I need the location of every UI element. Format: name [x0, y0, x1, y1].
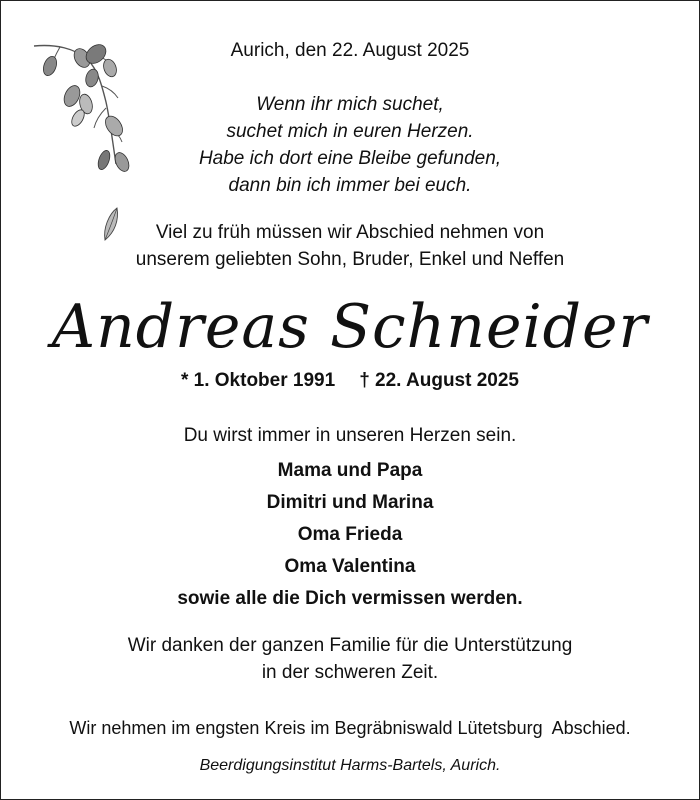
poem	[0, 91, 700, 199]
intro-line: Viel zu früh müssen wir Abschied nehmen von	[155, 222, 545, 243]
thanks-line: Wir danken der ganzen Familie für die Unterstützung	[127, 635, 573, 656]
thanks-line: in der schweren Zeit.	[261, 662, 439, 683]
mourner-entry: Oma Frieda	[297, 524, 403, 545]
poem-line: Habe ich dort eine Bleibe gefunden,	[198, 148, 502, 169]
intro-text	[0, 219, 700, 273]
deceased-name: Andreas Schneider	[51, 292, 649, 362]
poem-line: dann bin ich immer bei euch.	[228, 175, 472, 196]
undertaker-line: Beerdigungsinstitut Harms-Bartels, Aurich.	[199, 757, 501, 774]
remembrance-line: Du wirst immer in unseren Herzen sein.	[183, 425, 517, 446]
date-line: Aurich, den 22. August 2025	[230, 40, 470, 61]
mourner-entry: Dimitri und Marina	[266, 492, 434, 513]
life-dates	[0, 370, 700, 392]
mourner-entry: Oma Valentina	[284, 556, 416, 577]
death-date: † 22. August 2025	[359, 370, 519, 391]
burial-note: Wir nehmen im engsten Kreis im Begräbniswald Lütetsburg Abschied.	[69, 718, 631, 738]
birth-date: * 1. Oktober 1991	[180, 370, 336, 391]
thanks-text	[0, 632, 700, 686]
mourners-list	[0, 455, 700, 615]
intro-line: unserem geliebten Sohn, Bruder, Enkel und Neffen	[135, 249, 565, 270]
poem-line: Wenn ihr mich suchet,	[256, 94, 444, 115]
mourner-entry: sowie alle die Dich vermissen werden.	[177, 588, 523, 609]
poem-line: suchet mich in euren Herzen.	[226, 121, 474, 142]
mourner-entry: Mama und Papa	[277, 460, 423, 481]
